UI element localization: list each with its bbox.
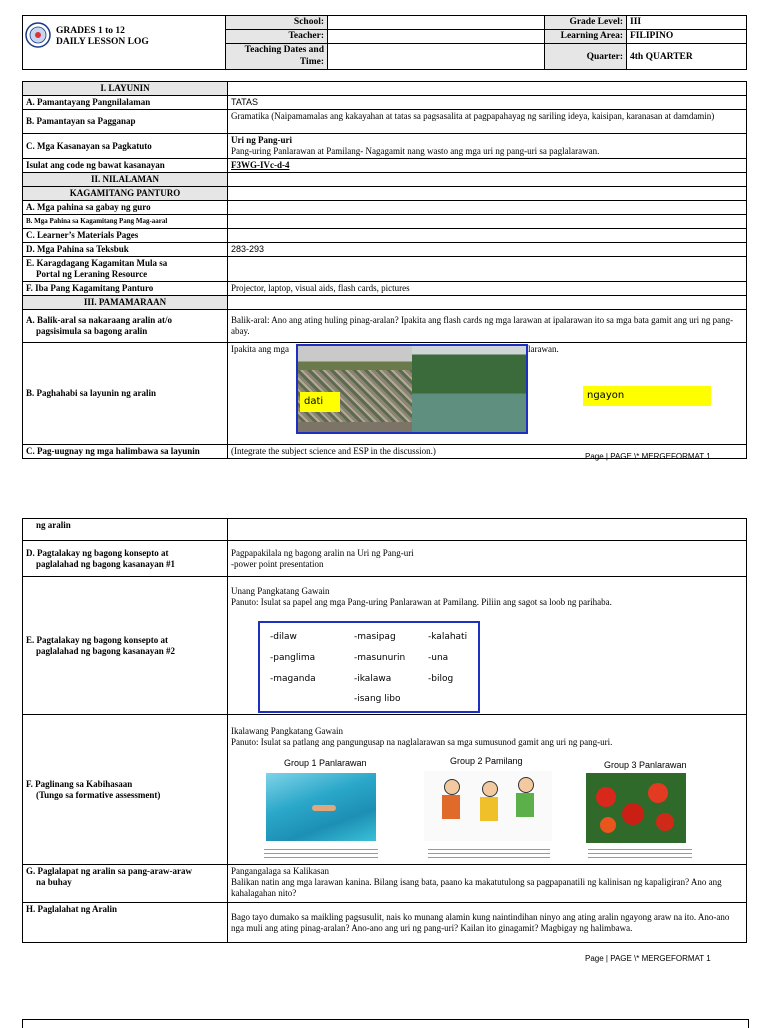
label-balik-aral (23, 310, 228, 343)
tomatoes-image (586, 773, 686, 843)
label-gabay-guro: A. Mga pahina sa gabay ng guro (23, 201, 228, 215)
label-pamantayan-sa-pagganap: B. Pamantayan sa Pagganap (23, 110, 228, 134)
kasanayan-title: Uri ng Pang-uri (231, 135, 293, 145)
word-item: -una (428, 653, 449, 663)
pagtalakay1-value-line1: Pagpapakilala ng bagong aralin na Uri ng Pang-uri (231, 547, 414, 558)
value-paghahabi[interactable] (228, 343, 747, 445)
word-item: -masipag (354, 632, 396, 642)
doc-title-line2: DAILY LESSON LOG (56, 37, 149, 47)
ikalawang-pangkatang-gawain: Ikalawang Pangkatang Gawain (231, 726, 343, 736)
label-code: Isulat ang code ng bawat kasanayan (23, 159, 228, 173)
value-kagamitang-mag-aaral[interactable] (228, 215, 747, 229)
dati-ngayon-photo (296, 344, 528, 434)
cell-empty (228, 187, 747, 201)
pag-uugnay-cont-text: ng aralin (36, 520, 71, 530)
word-item: -bilog (428, 674, 454, 684)
value-iba-pang-kagamitan[interactable]: Projector, laptop, visual aids, flash cards, pictures (228, 282, 747, 296)
learning-area-label: Learning Area: (545, 30, 627, 44)
quarter-label: Quarter: (545, 44, 627, 70)
balik-aral-line1: A. Balik-aral sa nakaraang aralin at/o (26, 315, 173, 325)
heading-kagamitan: KAGAMITANG PANTURO (23, 187, 228, 201)
teaching-dates-label-line2: Time: (299, 57, 324, 67)
label-pamantayang-pangnilalaman: A. Pamantayang Pangnilalaman (23, 96, 228, 110)
word-item: -kalahati (428, 632, 468, 642)
pagtalakay1-value-line2: -power point presentation (231, 558, 324, 569)
word-item: -panglima (270, 653, 316, 663)
pagtalakay2-line1: E. Pagtalakay ng bagong konsepto at (26, 634, 169, 645)
cell-empty (228, 296, 747, 310)
karagdagang-line1: E. Karagdagang Kagamitan Mula sa (26, 258, 168, 268)
heading-pamamaraan: III. PAMAMARAAN (23, 296, 228, 310)
heading-layunin: I. LAYUNIN (23, 82, 228, 96)
kids-running-image (424, 771, 552, 841)
ngayon-label: ngayon (583, 386, 711, 406)
group2-label: Group 2 Pamilang (450, 756, 523, 766)
polluted-river-image (298, 346, 412, 432)
dati-label: dati (300, 392, 340, 412)
group3-label: Group 3 Panlarawan (604, 760, 687, 770)
word-choice-box (258, 621, 480, 713)
value-pamantayan-sa-pagganap[interactable]: Gramatika (Naipamamalas ang kakayahan at tatas sa pagsasalita at pagpapahayag ng sariling ideya, kaisipan, karanasan at damdamin) (228, 110, 747, 134)
label-pag-uugnay-cont (23, 519, 228, 541)
value-balik-aral[interactable]: Balik-aral: Ano ang ating huling pinag-aralan? Ipakita ang flash cards ng mga larawan at ipalarawan ito sa mga bata gamit ang uri ng pang-abay. (228, 310, 747, 343)
label-pag-uugnay: C. Pag-uugnay ng mga halimbawa sa layunin (23, 445, 228, 459)
value-paglinang[interactable] (228, 715, 747, 865)
cell-empty (228, 82, 747, 96)
teacher-label: Teacher: (226, 30, 328, 44)
grade-level-value[interactable]: III (627, 16, 747, 30)
teaching-dates-label-line1: Teaching Dates and (244, 45, 324, 55)
teacher-value[interactable] (328, 30, 545, 44)
value-paglalahat[interactable] (228, 903, 747, 943)
balik-aral-line2: pagsisimula sa bagong aralin (36, 326, 148, 336)
value-pamantayang-pangnilalaman[interactable]: TATAS (228, 96, 747, 110)
label-karagdagang-kagamitan (23, 257, 228, 282)
value-paglalapat[interactable] (228, 865, 747, 903)
value-pag-uugnay[interactable]: (Integrate the subject science and ESP in the discussion.) (228, 445, 747, 459)
word-item: -masunurin (354, 653, 406, 663)
lesson-table-page2 (22, 518, 747, 943)
value-kasanayan[interactable] (228, 134, 747, 159)
header-table (22, 15, 747, 70)
header-logo-cell (23, 16, 226, 70)
label-paglinang (23, 715, 228, 865)
label-learners-materials: C. Learner’s Materials Pages (23, 229, 228, 243)
paghahabi-text-left: Ipakita ang mga (231, 344, 289, 354)
paglalahat-text: Bago tayo dumako sa maikling pagsusulit, nais ko munang alamin kung naintindihan ninyo ang ating aralin ngayong araw na ito. Ano-ano nga muli ang ating pinag-aralan? Ano-ano ang uri ng pang-uri? Kailan ito ginagamit? Magbigay ng halimbawa. (231, 912, 730, 933)
word-item: -ikalawa (354, 674, 392, 684)
value-code[interactable]: F3WG-IVc-d-4 (228, 159, 747, 173)
panuto-1: Panuto: Isulat sa papel ang mga Pang-uring Panlarawan at Pamilang. Piliin ang sagot sa loob ng parihaba. (231, 597, 612, 607)
value-teksbuk[interactable]: 283-293 (228, 243, 747, 257)
school-value[interactable] (328, 16, 545, 30)
group1-label: Group 1 Panlarawan (284, 758, 367, 768)
value-karagdagang-kagamitan[interactable] (228, 257, 747, 282)
paglalapat-line1: G. Paglalapat ng aralin sa pang-araw-araw (26, 866, 193, 876)
label-paghahabi: B. Paghahabi sa layunin ng aralin (23, 343, 228, 445)
grade-level-label: Grade Level: (545, 16, 627, 30)
pagtalakay1-line1: D. Pagtalakay ng bagong konsepto at (26, 547, 169, 558)
heading-nilalaman: II. NILALAMAN (23, 173, 228, 187)
doc-title-line1: GRADES 1 to 12 (56, 26, 125, 36)
quarter-value[interactable]: 4th QUARTER (627, 44, 747, 70)
page-footer-2: Page | PAGE \* MERGEFORMAT 1 (585, 954, 711, 963)
deped-seal-icon (25, 22, 51, 48)
pagtalakay1-line2: paglalahad ng bagong kasanayan #1 (36, 558, 176, 569)
lesson-table-page1 (22, 81, 747, 459)
label-paglalapat (23, 865, 228, 903)
paglinang-line1: F. Paglinang sa Kabihasaan (26, 778, 133, 789)
label-teksbuk: D. Mga Pahina sa Teksbuk (23, 243, 228, 257)
answer-lines-group2[interactable] (428, 849, 550, 861)
clean-river-image (412, 346, 526, 432)
label-pagtalakay-1 (23, 541, 228, 577)
pangangalaga-title: Pangangalaga sa Kalikasan (231, 866, 329, 876)
value-pag-uugnay-cont[interactable] (228, 519, 747, 541)
label-pagtalakay-2 (23, 577, 228, 715)
paglalapat-line2: na buhay (36, 877, 72, 887)
paglalapat-text: Balikan natin ang mga larawan kanina. Bilang isang bata, paano ka makatutulong sa pagpapanatili ng kalinisan ng kapaligiran? Ano ang kahalagahan nito? (231, 877, 722, 898)
school-label: School: (226, 16, 328, 30)
swimmer-image (266, 773, 376, 841)
page-footer-1: Page | PAGE \* MERGEFORMAT 1 (585, 452, 711, 461)
value-pagtalakay-2[interactable] (228, 577, 747, 715)
cell-empty (228, 173, 747, 187)
paghahabi-text-right: larawan. (528, 344, 559, 354)
label-paglalahat: H. Paglalahat ng Aralin (23, 903, 228, 943)
value-gabay-guro[interactable] (228, 201, 747, 215)
value-learners-materials[interactable] (228, 229, 747, 243)
teaching-dates-value[interactable] (328, 44, 545, 70)
word-item: -maganda (270, 674, 316, 684)
label-kasanayan: C. Mga Kasanayan sa Pagkatuto (23, 134, 228, 159)
label-iba-pang-kagamitan: F. Iba Pang Kagamitang Panturo (23, 282, 228, 296)
answer-lines-group1[interactable] (264, 849, 378, 861)
answer-lines-group3[interactable] (588, 849, 692, 861)
paglinang-line2: (Tungo sa formative assessment) (36, 789, 161, 800)
kasanayan-desc: Pang-uring Panlarawan at Pamilang- Nagagamit nang wasto ang mga uri ng pang-uri sa paglalarawan. (231, 146, 600, 156)
learning-area-value[interactable]: FILIPINO (627, 30, 747, 44)
pagtalakay2-line2: paglalahad ng bagong kasanayan #2 (36, 645, 176, 656)
value-pagtalakay-1[interactable] (228, 541, 747, 577)
word-item: -isang libo (354, 694, 401, 704)
label-kagamitang-mag-aaral: B. Mga Pahina sa Kagamitang Pang Mag-aaral (23, 215, 228, 229)
word-item: -dilaw (270, 632, 297, 642)
karagdagang-line2: Portal ng Leraning Resource (36, 269, 148, 279)
unang-pangkatang-gawain: Unang Pangkatang Gawain (231, 586, 330, 596)
panuto-2: Panuto: Isulat sa patlang ang pangungusap na naglalarawan sa mga sumusunod gamit ang uri ng pang-uri. (231, 737, 613, 747)
teaching-dates-label (226, 44, 328, 70)
header-block (22, 15, 747, 69)
